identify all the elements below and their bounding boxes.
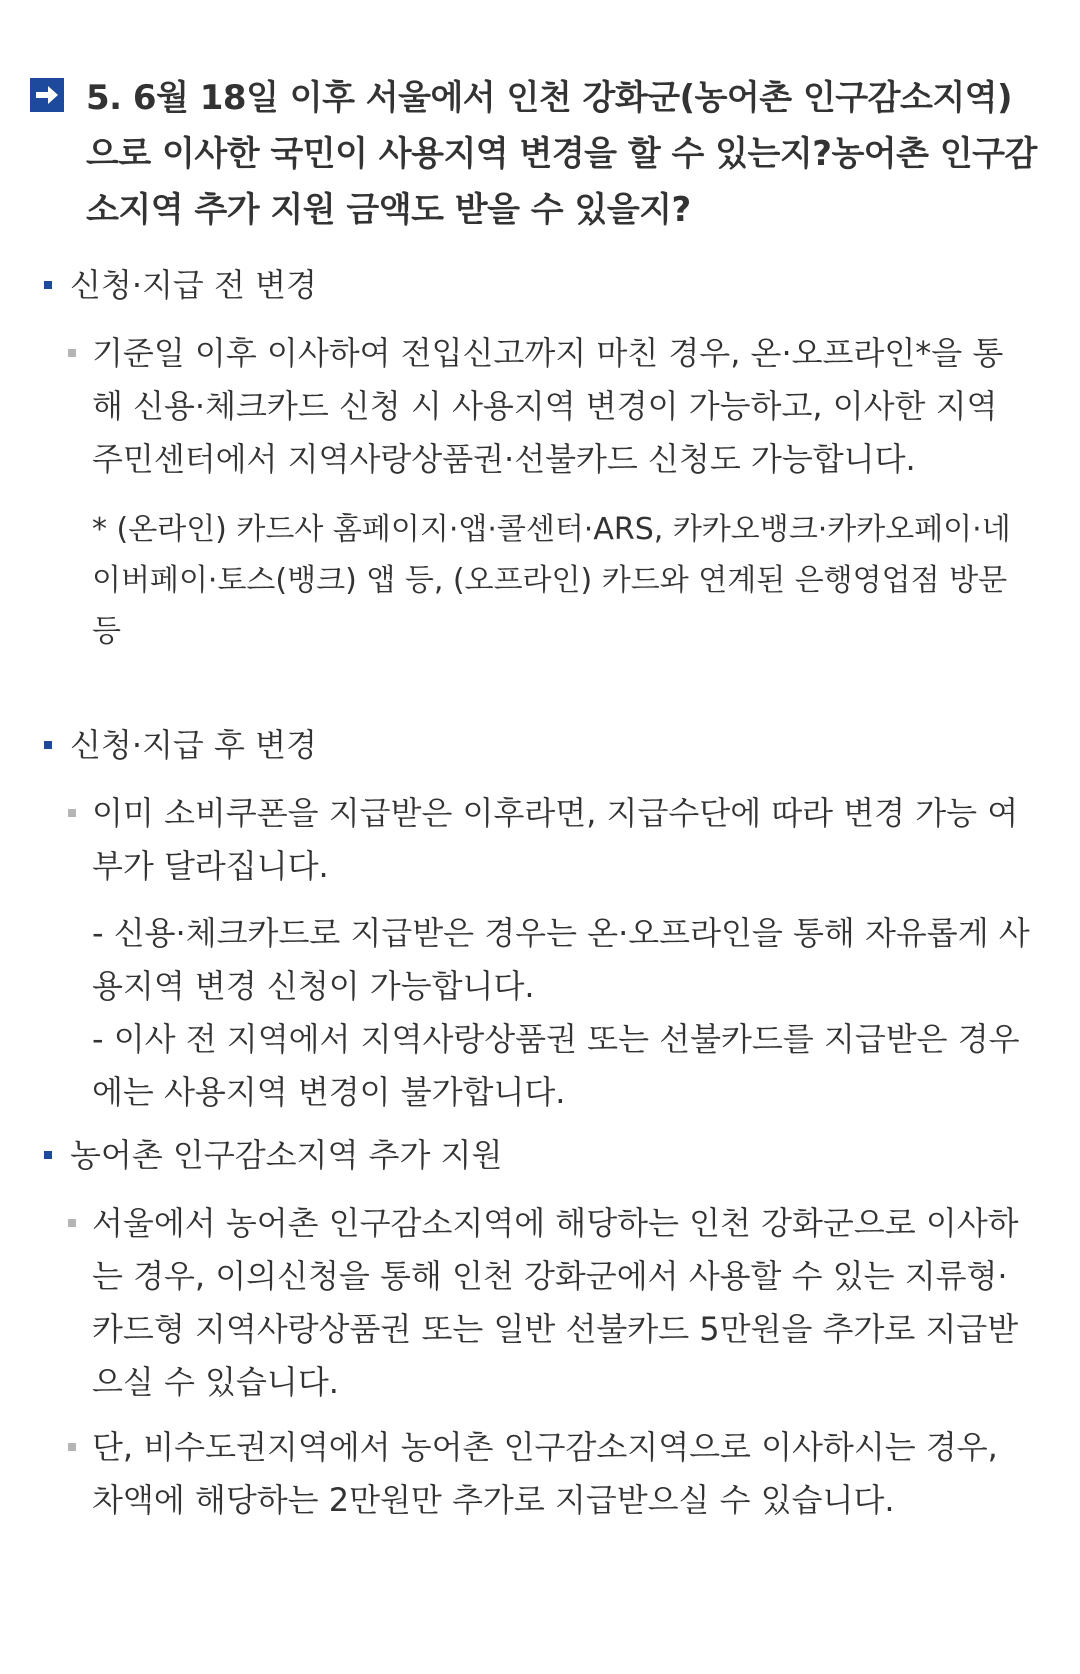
list-item: 이미 소비쿠폰을 지급받은 이후라면, 지급수단에 따라 변경 가능 여부가 달라집니다.	[68, 787, 1034, 893]
bullet-dot	[44, 1151, 52, 1159]
section-before-change	[44, 263, 1034, 657]
bullet-square	[68, 1443, 76, 1451]
bullet-dot	[44, 741, 52, 749]
sub-item: - 이사 전 지역에서 지역사랑상품권 또는 선불카드를 지급받은 경우에는 사용지역 변경이 불가합니다.	[92, 1020, 1020, 1111]
bullet-square	[68, 349, 76, 357]
list-item: 기준일 이후 이사하여 전입신고까지 마친 경우, 온·오프라인*을 통해 신용·체크카드 신청 시 사용지역 변경이 가능하고, 이사한 지역 주민센터에서 지역사랑상품권·선불카드 신청도 가능합니다.	[68, 327, 1034, 486]
sub-item: - 신용·체크카드로 지급받은 경우는 온·오프라인을 통해 자유롭게 사용지역 변경 신청이 가능합니다.	[92, 914, 1030, 1005]
bullet-square	[68, 1219, 76, 1227]
bullet-square	[68, 809, 76, 817]
section-heading: 신청·지급 후 변경	[44, 723, 1034, 767]
bullet-dot	[44, 281, 52, 289]
footnote: * (온라인) 카드사 홈페이지·앱·콜센터·ARS, 카카오뱅크·카카오페이·네이버페이·토스(뱅크) 앱 등, (오프라인) 카드와 연계된 은행영업점 방문 등	[92, 512, 1011, 649]
section-heading: 신청·지급 전 변경	[44, 263, 1034, 307]
list-item: 서울에서 농어촌 인구감소지역에 해당하는 인천 강화군으로 이사하는 경우, 이의신청을 통해 인천 강화군에서 사용할 수 있는 지류형·카드형 지역사랑상품권 또는 일반 선불카드 5만원을 추가로 지급받으실 수 있습니다.	[68, 1197, 1034, 1409]
section-additional-support	[44, 1133, 1034, 1527]
section-heading: 농어촌 인구감소지역 추가 지원	[44, 1133, 1034, 1177]
arrow-right-icon	[30, 78, 64, 112]
section-after-change	[44, 723, 1034, 1119]
list-item: 단, 비수도권지역에서 농어촌 인구감소지역으로 이사하시는 경우, 차액에 해당하는 2만원만 추가로 지급받으실 수 있습니다.	[68, 1421, 1034, 1527]
question-block	[30, 70, 1040, 238]
question-title: 5. 6월 18일 이후 서울에서 인천 강화군(농어촌 인구감소지역)으로 이사한 국민이 사용지역 변경을 할 수 있는지?농어촌 인구감소지역 추가 지원 금액도 받을 수 있을지?	[86, 78, 1037, 230]
